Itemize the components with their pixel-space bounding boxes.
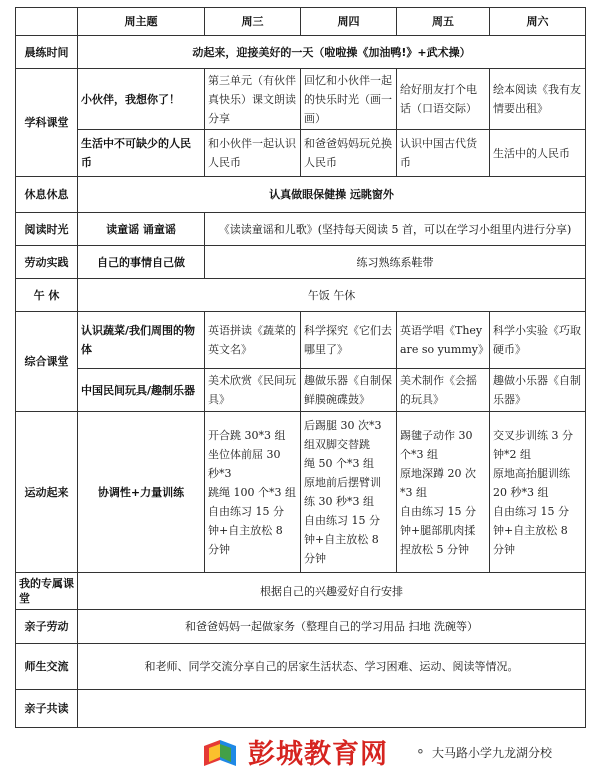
row-integrated-2 [16, 369, 586, 412]
integrated-2-wed: 美术欣赏《民间玩具》 [205, 369, 301, 412]
row-rest [16, 177, 586, 213]
subject-theme-2: 生活中不可缺少的人民币 [78, 130, 205, 177]
parent-read-content [78, 690, 586, 728]
sports-thu-line: 钟+自主放松 8 [304, 533, 379, 546]
row-label-reading: 阅读时光 [16, 213, 78, 246]
subject-1-wed: 第三单元（有伙伴真快乐）课文朗读分享 [205, 69, 301, 130]
sports-wed-line: 自由练习 15 分 [208, 504, 284, 518]
sports-sat-line: 分钟 [493, 542, 515, 556]
row-parent-labor [16, 610, 586, 644]
morning-content: 动起来，迎接美好的一天（啦啦操《加油鸭!》+武术操） [78, 36, 586, 69]
row-label-integrated: 综合课堂 [16, 312, 78, 412]
watermark [200, 728, 600, 777]
wechat-icon: ⚬ [415, 745, 426, 760]
row-morning [16, 36, 586, 69]
sports-fri [397, 412, 490, 573]
row-labor [16, 246, 586, 279]
reading-content: 《读读童谣和儿歌》(坚持每天阅读 5 首，可以在学习小组里内进行分享) [205, 213, 586, 246]
sports-thu-line: 绳 50 个*3 组 [304, 457, 374, 470]
sports-fri-line: 钟+腿部肌肉揉 [400, 523, 476, 537]
row-label-parent-labor: 亲子劳动 [16, 610, 78, 644]
header-wednesday: 周三 [205, 8, 301, 36]
row-label-nap: 午 休 [16, 279, 78, 312]
integrated-2-thu: 趣做乐器《自制保鲜膜碗碟鼓》 [301, 369, 397, 412]
integrated-theme-1: 认识蔬菜/我们周围的物体 [78, 312, 205, 369]
sports-wed-line: 坐位体前屈 30 [208, 447, 281, 461]
row-label-parent-read: 亲子共读 [16, 690, 78, 728]
integrated-2-sat: 趣做小乐器《自制乐器》 [490, 369, 586, 412]
sports-sat-line: 钟*2 组 [493, 447, 531, 461]
header-row [16, 8, 586, 36]
special-content: 根据自己的兴趣爱好自行安排 [78, 573, 586, 610]
nap-content: 午饭 午休 [78, 279, 586, 312]
watermark-account: 大马路小学九龙湖分校 [432, 746, 553, 760]
sports-sat [490, 412, 586, 573]
sports-wed-line: 开合跳 30*3 组 [208, 428, 286, 442]
sports-fri-line: 原地深蹲 20 次 [400, 466, 476, 480]
sports-sat-line: 20 秒*3 组 [493, 485, 549, 499]
sports-sat-line: 自由练习 15 分 [493, 504, 569, 518]
row-subject-1 [16, 69, 586, 130]
row-label-special: 我的专属课堂 [16, 573, 78, 610]
header-saturday: 周六 [490, 8, 586, 36]
row-parent-read [16, 690, 586, 728]
subject-1-fri: 给好朋友打个电话（口语交际） [397, 69, 490, 130]
labor-theme: 自己的事情自己做 [78, 246, 205, 279]
row-label-subject: 学科课堂 [16, 69, 78, 177]
row-label-morning: 晨练时间 [16, 36, 78, 69]
sports-thu-line: 原地前后摆臂训 [304, 476, 381, 489]
header-thursday: 周四 [301, 8, 397, 36]
sports-fri-line: 踢毽子动作 30 [400, 428, 473, 442]
reading-theme: 读童谣 诵童谣 [78, 213, 205, 246]
sports-thu-line: 组双脚交替跳 [304, 438, 370, 451]
sports-fri-line: *3 组 [400, 485, 427, 499]
sports-fri-line: 自由练习 15 分 [400, 504, 476, 518]
row-sports [16, 412, 586, 573]
sports-wed [205, 412, 301, 573]
integrated-2-fri: 美术制作《会摇的玩具》 [397, 369, 490, 412]
subject-1-thu: 回忆和小伙伴一起的快乐时光（画一画） [301, 69, 397, 130]
sports-thu-line: 自由练习 15 分 [304, 514, 380, 527]
subject-2-thu: 和爸爸妈妈玩兑换人民币 [301, 130, 397, 177]
sports-fri-line: 捏放松 5 分钟 [400, 542, 469, 556]
row-label-labor: 劳动实践 [16, 246, 78, 279]
sports-theme: 协调性+力量训练 [78, 412, 205, 573]
row-special [16, 573, 586, 610]
sports-fri-line: 个*3 组 [400, 447, 438, 461]
integrated-1-sat: 科学小实验《巧取硬币》 [490, 312, 586, 369]
parent-labor-content: 和爸爸妈妈一起做家务（整理自己的学习用品 扫地 洗碗等） [78, 610, 586, 644]
sports-thu-line: 练 30 秒*3 组 [304, 495, 374, 508]
integrated-theme-2: 中国民间玩具/趣制乐器 [78, 369, 205, 412]
subject-1-sat: 绘本阅读《我有友情要出租》 [490, 69, 586, 130]
header-theme: 周主题 [78, 8, 205, 36]
watermark-site-name: 彭城教育网 [248, 739, 388, 770]
integrated-1-wed: 英语拼读《蔬菜的英文名》 [205, 312, 301, 369]
sports-sat-line: 原地高抬腿训练 [493, 466, 570, 480]
book-logo-icon [200, 732, 240, 772]
row-exchange [16, 644, 586, 690]
subject-theme-1: 小伙伴，我想你了！ [78, 69, 205, 130]
sports-wed-line: 跳绳 100 个*3 组 [208, 485, 296, 499]
row-label-rest: 休息休息 [16, 177, 78, 213]
integrated-1-thu: 科学探究《它们去哪里了》 [301, 312, 397, 369]
sports-thu-line: 后踢腿 30 次*3 [304, 419, 382, 432]
sports-wed-line: 分钟 [208, 542, 230, 556]
sports-wed-line: 秒*3 [208, 466, 232, 480]
sports-sat-line: 钟+自主放松 8 [493, 523, 568, 537]
integrated-1-fri: 英语学唱《They are so yummy》 [397, 312, 490, 369]
row-label-exchange: 师生交流 [16, 644, 78, 690]
exchange-content: 和老师、同学交流分享自己的居家生活状态、学习困难、运动、阅读等情况。 [78, 644, 586, 690]
subject-2-wed: 和小伙伴一起认识人民币 [205, 130, 301, 177]
row-subject-2 [16, 130, 586, 177]
labor-content: 练习熟练系鞋带 [205, 246, 586, 279]
row-reading [16, 213, 586, 246]
row-nap [16, 279, 586, 312]
row-integrated-1 [16, 312, 586, 369]
header-friday: 周五 [397, 8, 490, 36]
subject-2-fri: 认识中国古代货币 [397, 130, 490, 177]
sports-thu-line: 分钟 [304, 552, 326, 565]
sports-sat-line: 交叉步训练 3 分 [493, 428, 573, 442]
row-label-sports: 运动起来 [16, 412, 78, 573]
sports-thu [301, 412, 397, 573]
subject-2-sat: 生活中的人民币 [490, 130, 586, 177]
sports-wed-line: 钟+自主放松 8 [208, 523, 283, 537]
weekly-schedule-table [15, 7, 586, 728]
header-corner [16, 8, 78, 36]
rest-content: 认真做眼保健操 远眺窗外 [78, 177, 586, 213]
